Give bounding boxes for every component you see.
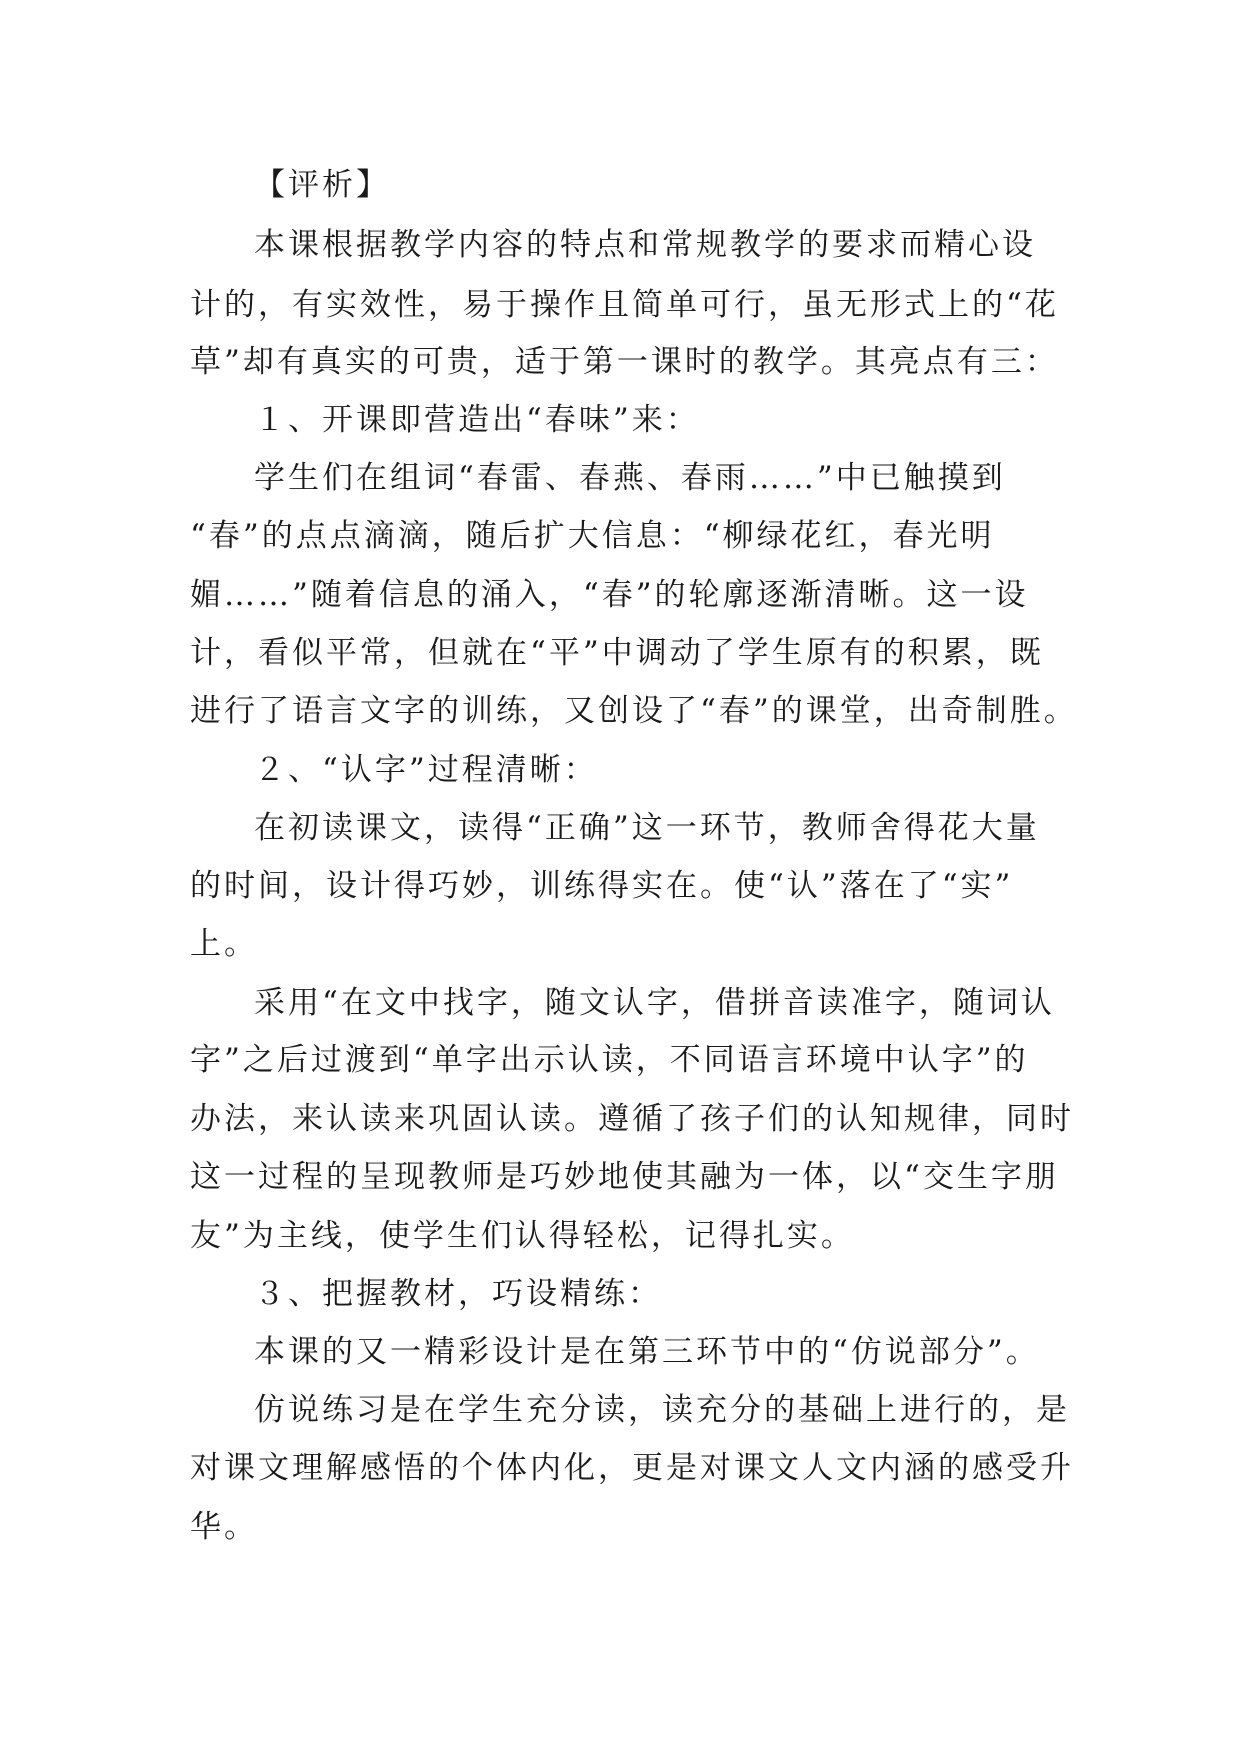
point-3-para-2-line-1: 仿说练习是在学生充分读，读充分的基础上进行的，是 [254,1392,1070,1428]
point-2-para-2-line-1: 采用“在文中找字，随文认字，借拼音读准字，随词认 [254,985,1055,1021]
paragraph-intro-line-2: 计的，有实效性，易于操作且简单可行，虽无形式上的“花 [190,287,1059,323]
point-2-para-2-line-2: 字”之后过渡到“单字出示认读，不同语言环境中认字”的 [190,1042,1029,1078]
point-3-heading: ３、把握教材，巧设精练： [254,1276,662,1312]
point-2-para-2-line-5: 友”为主线，使学生们认得轻松，记得扎实。 [190,1218,855,1254]
point-1-line-3: 媚……”随着信息的涌入，“春”的轮廓逐渐清晰。这一设 [190,577,1029,613]
point-2-line-2: 的时间，设计得巧妙，训练得实在。使“认”落在了“实” [190,868,1014,904]
point-3-para-2-line-3: 华。 [190,1509,258,1545]
point-3-line-1: 本课的又一精彩设计是在第三环节中的“仿说部分”。 [254,1334,1040,1370]
paragraph-intro-line-3: 草”却有真实的可贵，适于第一课时的教学。其亮点有三： [190,344,1059,380]
point-1-line-1: 学生们在组词“春雷、春燕、春雨……”中已触摸到 [254,460,1006,496]
point-2-para-2-line-4: 这一过程的呈现教师是巧妙地使其融为一体，以“交生字朋 [190,1159,1059,1195]
point-2-line-3: 上。 [190,926,258,962]
point-2-heading: ２、“认字”过程清晰： [254,752,598,788]
point-3-para-2-line-2: 对课文理解感悟的个体内化，更是对课文人文内涵的感受升 [190,1450,1074,1486]
point-1-heading: １、开课即营造出“春味”来： [254,402,700,438]
point-1-line-2: “春”的点点滴滴，随后扩大信息：“柳绿花红，春光明 [190,518,995,554]
paragraph-intro-line-1: 本课根据教学内容的特点和常规教学的要求而精心设 [254,227,1036,263]
point-1-line-5: 进行了语言文字的训练，又创设了“春”的课堂，出奇制胜。 [190,693,1078,729]
point-2-line-1: 在初读课文，读得“正确”这一环节，教师舍得花大量 [254,810,1040,846]
section-heading: 【评析】 [254,167,390,203]
point-1-line-4: 计，看似平常，但就在“平”中调动了学生原有的积累，既 [190,635,1044,671]
point-2-para-2-line-3: 办法，来认读来巩固认读。遵循了孩子们的认知规律，同时 [190,1101,1074,1137]
